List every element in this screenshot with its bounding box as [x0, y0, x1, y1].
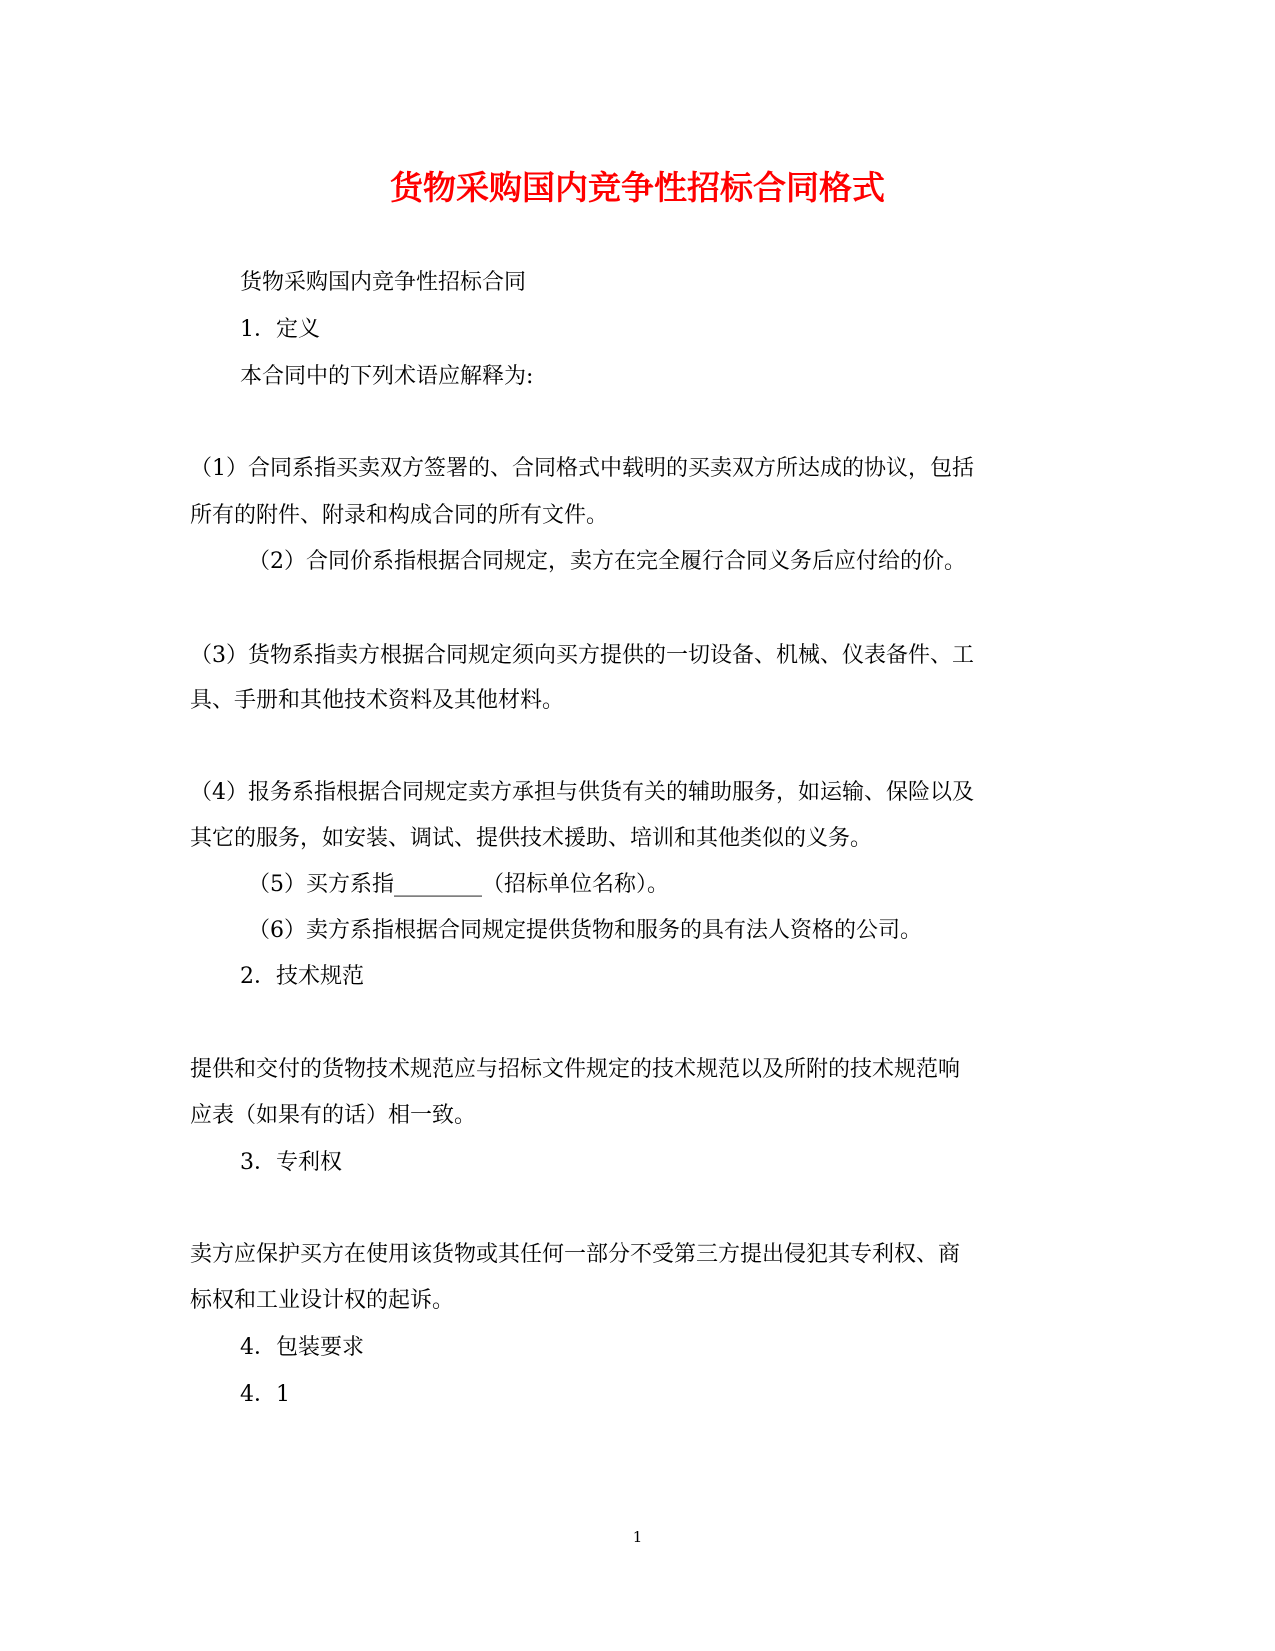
paragraph-line: 其它的服务，如安装、调试、提供技术援助、培训和其他类似的义务。: [190, 826, 873, 851]
paragraph-line: （1）合同系指买卖双方签署的、合同格式中载明的买卖双方所达成的协议，包括: [190, 456, 974, 481]
section-heading-patent: 3．专利权: [240, 1150, 342, 1175]
contract-heading: 货物采购国内竞争性招标合同: [240, 270, 527, 295]
paragraph-line: （3）货物系指卖方根据合同规定须向买方提供的一切设备、机械、仪表备件、工: [190, 643, 974, 668]
paragraph-line: （4）报务系指根据合同规定卖方承担与供货有关的辅助服务，如运输、保险以及: [190, 780, 974, 805]
paragraph-line: （2）合同价系指根据合同规定，卖方在完全履行合同义务后应付给的价。: [248, 549, 966, 574]
paragraph-line: 标权和工业设计权的起诉。: [190, 1288, 455, 1313]
paragraph-line: （5）买方系指________（招标单位名称）。: [248, 872, 669, 897]
section-heading-technical-specs: 2．技术规范: [240, 964, 364, 989]
document-title: 货物采购国内竞争性招标合同格式: [390, 168, 885, 207]
section-heading-definitions: 1．定义: [240, 317, 320, 342]
paragraph-line: 本合同中的下列术语应解释为:: [240, 364, 534, 389]
section-heading-packaging: 4．包装要求: [240, 1335, 364, 1360]
subsection-heading: 4．1: [240, 1382, 290, 1407]
paragraph-line: 所有的附件、附录和构成合同的所有文件。: [190, 503, 609, 528]
page-number: 1: [632, 1528, 643, 1546]
paragraph-line: 卖方应保护买方在使用该货物或其任何一部分不受第三方提出侵犯其专利权、商: [190, 1242, 961, 1267]
paragraph-line: 提供和交付的货物技术规范应与招标文件规定的技术规范以及所附的技术规范响: [190, 1057, 961, 1082]
paragraph-line: 具、手册和其他技术资料及其他材料。: [190, 688, 565, 713]
paragraph-line: （6）卖方系指根据合同规定提供货物和服务的具有法人资格的公司。: [248, 918, 922, 943]
paragraph-line: 应表（如果有的话）相一致。: [190, 1103, 477, 1128]
